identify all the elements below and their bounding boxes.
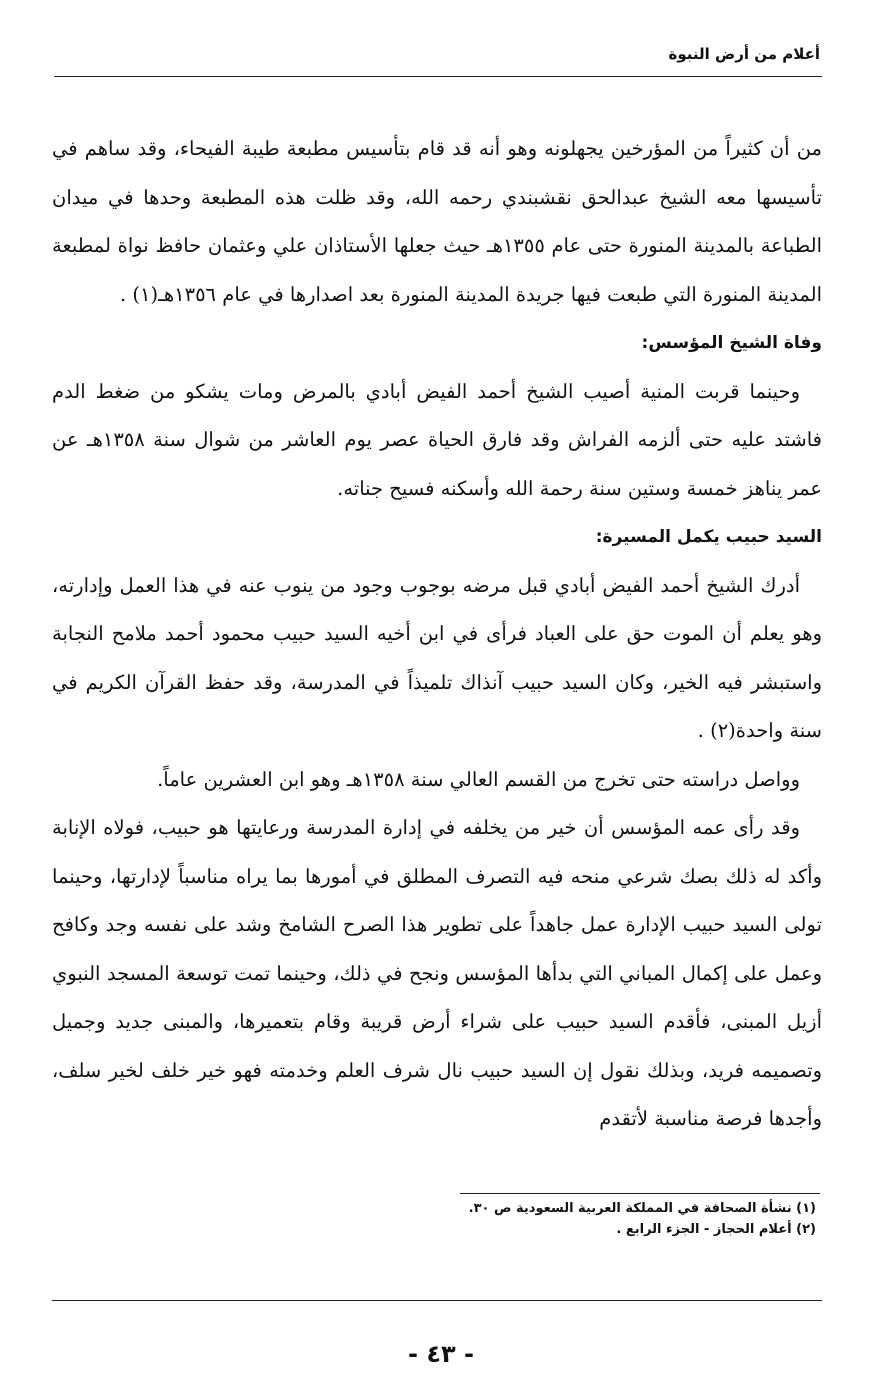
paragraph: وواصل دراسته حتى تخرج من القسم العالي سنة ١٣٥٨هـ وهو ابن العشرين عاماً. [157,767,800,791]
paragraph: وقد رأى عمه المؤسس أن خير من يخلفه في إدارة المدرسة ورعايتها هو حبيب، فولاه الإنابة وأكد له ذلك بصك شرعي منحه فيه التصرف المطلق في أمورها بما يراه مناسباً لإدارتها، وحينما تولى السيد حبيب الإدارة عمل جاهداً على تطوير هذا الصرح الشامخ وشد على نفسه وجد وكافح وعمل على إكمال المباني التي بدأها المؤسس ونجح في ذلك، وحينما تمت توسعة المسجد النبوي أزيل المبنى، فأقدم السيد حبيب على شراء أرض قريبة وقام بتعميرها، والمبنى جديد وجميل وتصميمه فريد، وبذلك نقول إن السيد حبيب نال شرف العلم وخدمته فهو خير خلف لخير سلف، وأجدها فرصة مناسبة لأتقدم [52,816,822,1130]
section-heading: وفاة الشيخ المؤسس: [641,333,822,353]
main-text [52,125,822,1144]
footnote: (١) نشأة الصحافة في المملكة العربية السعودية ص ٣٠. [468,1201,816,1216]
paragraph: من أن كثيراً من المؤرخين يجهلونه وهو أنه قد قام بتأسيس مطبعة طيبة الفيحاء، وقد ساهم في تأسيسها معه الشيخ عبدالحق نقشبندي رحمه الله، وقد ظلت هذه المطبعة وحدها في ميدان الطباعة بالمدينة المنورة حتى عام ١٣٥٥هـ حيث جعلها الأستاذان علي وعثمان حافظ نواة لمطبعة المدينة المنورة التي طبعت فيها جريدة المدينة المنورة بعد اصدارها في عام ١٣٥٦هـ(١) . [52,137,822,306]
footnotes [300,1198,816,1240]
paragraph: أدرك الشيخ أحمد الفيض أبادي قبل مرضه بوجوب وجود من ينوب عنه في هذا العمل وإدارته، وهو يعلم أن الموت حق على العباد فرأى في ابن أخيه السيد حبيب محمود أحمد ملامح النجابة واستبشر فيه الخير، وكان السيد حبيب آنذاك تلميذاً في المدرسة، وقد حفظ القرآن الكريم في سنة واحدة(٢) . [52,573,822,742]
section-heading: السيد حبيب يكمل المسيرة: [595,527,822,547]
running-head: أعلام من أرض النبوة [668,45,820,63]
page-number: - ٤٣ - [408,1340,474,1368]
paragraph: وحينما قربت المنية أصيب الشيخ أحمد الفيض أبادي بالمرض ومات يشكو من ضغط الدم فاشتد عليه حتى ألزمه الفراش وقد فارق الحياة عصر يوم العاشر من شوال سنة ١٣٥٨هـ عن عمر يناهز خمسة وستين سنة رحمة الله وأسكنه فسيح جناته. [52,379,822,500]
footnote: (٢) أعلام الحجاز - الجزء الرابع . [616,1222,816,1237]
header-rule [54,76,822,77]
footnote-rule [460,1193,820,1194]
footer-rule [52,1300,822,1301]
